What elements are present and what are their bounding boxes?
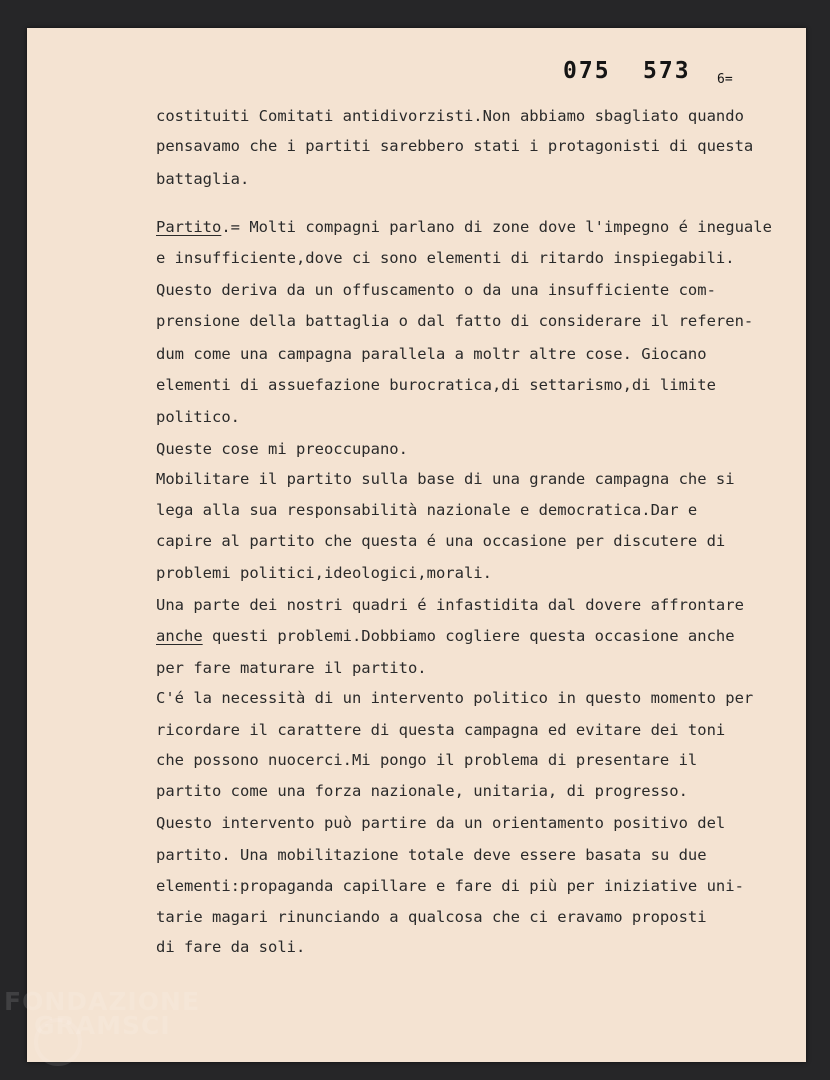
paragraph-partito (156, 217, 772, 237)
text-line: prensione della battaglia o dal fatto di considerare il referen- (156, 312, 754, 330)
text-line: lega alla sua responsabilità nazionale e democratica.Dar e (156, 501, 698, 519)
text-line: Questo deriva da un offuscamento o da una insufficiente com- (156, 281, 716, 299)
archive-code-b: 573 (643, 58, 691, 84)
watermark (4, 987, 201, 1040)
typewritten-page (27, 28, 806, 1062)
text-line: dum come una campagna parallela a moltr altre cose. Giocano (156, 345, 707, 363)
text-line: pensavamo che i partiti sarebbero stati i protagonisti di questa (156, 137, 754, 155)
text-line: Mobilitare il partito sulla base di una grande campagna che si (156, 470, 735, 488)
text-line: questi problemi.Dobbiamo cogliere questa occasione anche (202, 627, 735, 645)
underlined-heading: Partito (156, 218, 222, 236)
watermark-line-1: FONDAZIONE (4, 987, 201, 1016)
text-line: per fare maturare il partito. (156, 659, 427, 677)
watermark-line-2: GRAMSCI (34, 1011, 171, 1040)
text-line: C'é la necessità di un intervento politico in questo momento per (156, 689, 754, 707)
text-line: di fare da soli. (156, 938, 306, 956)
text-line: costituiti Comitati antidivorzisti.Non abbiamo sbagliato quando (156, 107, 744, 125)
sheet-number: 6= (717, 72, 733, 87)
text-line: problemi politici,ideologici,morali. (156, 564, 492, 582)
text-line: Questo intervento può partire da un orientamento positivo del (156, 814, 726, 832)
archive-code-a: 075 (563, 58, 611, 84)
text-line: partito come una forza nazionale, unitaria, di progresso. (156, 782, 688, 800)
text-line: politico. (156, 408, 240, 426)
text-line: Una parte dei nostri quadri é infastidita dal dovere affrontare (156, 596, 744, 614)
text-line: partito. Una mobilitazione totale deve essere basata su due (156, 846, 707, 864)
text-line: .= Molti compagni parlano di zone dove l'impegno é ineguale (221, 218, 772, 236)
text-line: Queste cose mi preoccupano. (156, 440, 408, 458)
paragraph-anche (156, 626, 735, 646)
text-line: e insufficiente,dove ci sono elementi di ritardo inspiegabili. (156, 249, 735, 267)
text-line: elementi di assuefazione burocratica,di settarismo,di limite (156, 376, 716, 394)
text-line: ricordare il carattere di questa campagna ed evitare dei toni (156, 721, 726, 739)
text-line: battaglia. (156, 170, 250, 188)
underlined-word: anche (156, 627, 203, 645)
text-line: capire al partito che questa é una occasione per discutere di (156, 532, 726, 550)
text-line: tarie magari rinunciando a qualcosa che ci eravamo proposti (156, 908, 707, 926)
text-line: che possono nuocerci.Mi pongo il problema di presentare il (156, 751, 698, 769)
text-line: elementi:propaganda capillare e fare di più per iniziative uni- (156, 877, 744, 895)
